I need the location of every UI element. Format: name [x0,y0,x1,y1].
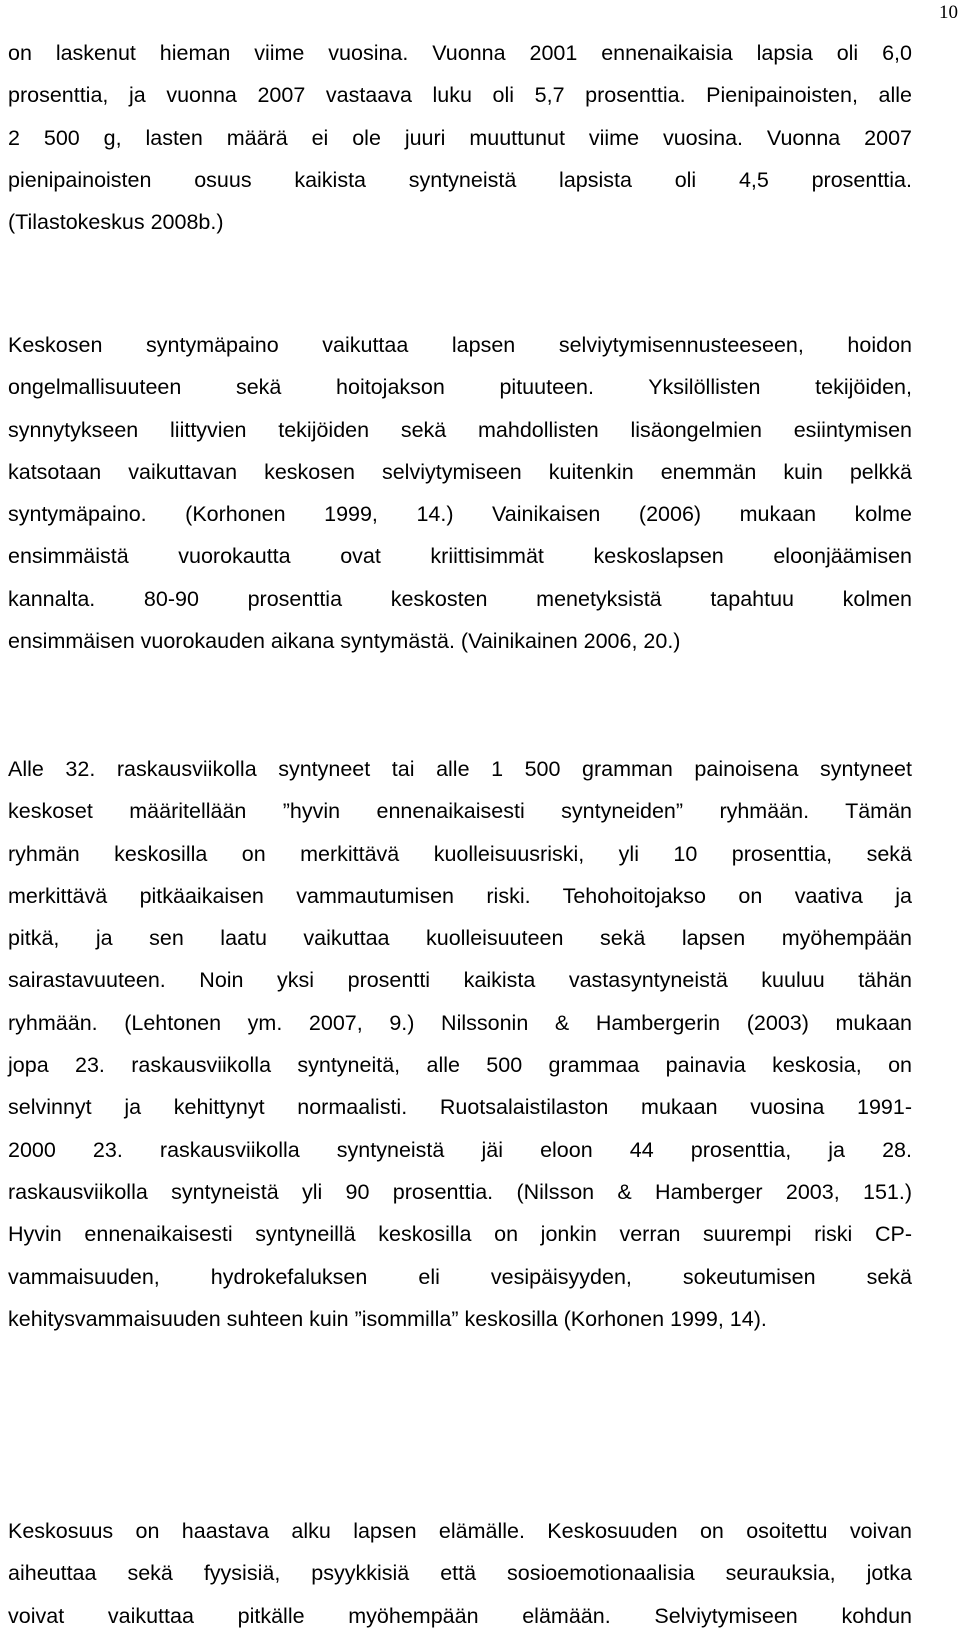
page-number: 10 [939,2,958,23]
text-line: ensimmäistä vuorokautta ovat kriittisimmät keskoslapsen eloonjäämisen [8,544,912,569]
text-line: raskausviikolla syntyneistä yli 90 prosenttia. (Nilsson & Hamberger 2003, 151.) [8,1179,912,1204]
text-line: Alle 32. raskausviikolla syntyneet tai alle 1 500 gramman painoisena syntyneet [8,757,912,781]
text-line: (Tilastokeskus 2008b.) [8,210,224,235]
text-line: kehitysvammaisuuden suhteen kuin ”isommilla” keskosilla (Korhonen 1999, 14). [8,1306,767,1331]
text-line: prosenttia, ja vuonna 2007 vastaava luku oli 5,7 prosenttia. Pienipainoisten, alle [8,83,912,108]
text-line: Hyvin ennenaikaisesti syntyneillä keskosilla on jonkin verran suurempi riski CP- [8,1222,912,1247]
text-line: ryhmään. (Lehtonen ym. 2007, 9.) Nilssonin & Hambergerin (2003) mukaan [8,1010,912,1035]
text-line: pienipainoisten osuus kaikista syntyneistä lapsista oli 4,5 prosenttia. [8,167,912,192]
paragraph-birth-statistics [8,32,912,243]
text-line: vammaisuuden, hydrokefaluksen eli vesipäisyyden, sokeutumisen sekä [8,1264,912,1289]
text-line: 2 500 g, lasten määrä ei ole juuri muuttunut viime vuosina. Vuonna 2007 [8,125,912,150]
text-line: voivat vaikuttaa pitkälle myöhempään elämään. Selviytymiseen kohdun [8,1603,912,1628]
text-line: ryhmän keskosilla on merkittävä kuolleisuusriski, yli 10 prosenttia, sekä [8,841,912,866]
text-line: syntymäpaino. (Korhonen 1999, 14.) Vainikaisen (2006) mukaan kolme [8,502,912,527]
text-line: selvinnyt ja kehittynyt normaalisti. Ruotsalaistilaston mukaan vuosina 1991- [8,1095,912,1120]
text-line: on laskenut hieman viime vuosina. Vuonna 2001 ennenaikaisia lapsia oli 6,0 [8,41,912,65]
text-line: 2000 23. raskausviikolla syntyneistä jäi eloon 44 prosenttia, ja 28. [8,1137,912,1162]
text-line: katsotaan vaikuttavan keskosen selviytymiseen kuitenkin enemmän kuin pelkkä [8,459,912,484]
text-line: jopa 23. raskausviikolla syntyneitä, alle 500 grammaa painavia keskosia, on [8,1053,912,1078]
paragraph-prematurity-challenge [8,1510,912,1637]
text-line: ongelmallisuuteen sekä hoitojakson pituuteen. Yksilöllisten tekijöiden, [8,375,912,400]
paragraph-very-premature [8,748,912,1340]
text-line: pitkä, ja sen laatu vaikuttaa kuolleisuuteen sekä lapsen myöhempään [8,926,912,951]
text-line: merkittävä pitkäaikaisen vammautumisen riski. Tehohoitojakso on vaativa ja [8,883,912,908]
text-line: keskoset määritellään ”hyvin ennenaikaisesti syntyneiden” ryhmään. Tämän [8,799,912,824]
text-line: sairastavuuteen. Noin yksi prosentti kaikista vastasyntyneistä kuuluu tähän [8,968,912,993]
text-line: ensimmäisen vuorokauden aikana syntymästä. (Vainikainen 2006, 20.) [8,629,681,654]
text-line: Keskosuus on haastava alku lapsen elämälle. Keskosuuden on osoitettu voivan [8,1519,912,1543]
text-line: aiheuttaa sekä fyysisiä, psyykkisiä että sosioemotionaalisia seurauksia, jotka [8,1561,912,1586]
text-line: synnytykseen liittyvien tekijöiden sekä mahdollisten lisäongelmien esiintymisen [8,417,912,442]
text-line: kannalta. 80-90 prosenttia keskosten menetyksistä tapahtuu kolmen [8,586,912,611]
text-line: Keskosen syntymäpaino vaikuttaa lapsen selviytymisennusteeseen, hoidon [8,333,912,357]
paragraph-birth-weight [8,324,912,662]
